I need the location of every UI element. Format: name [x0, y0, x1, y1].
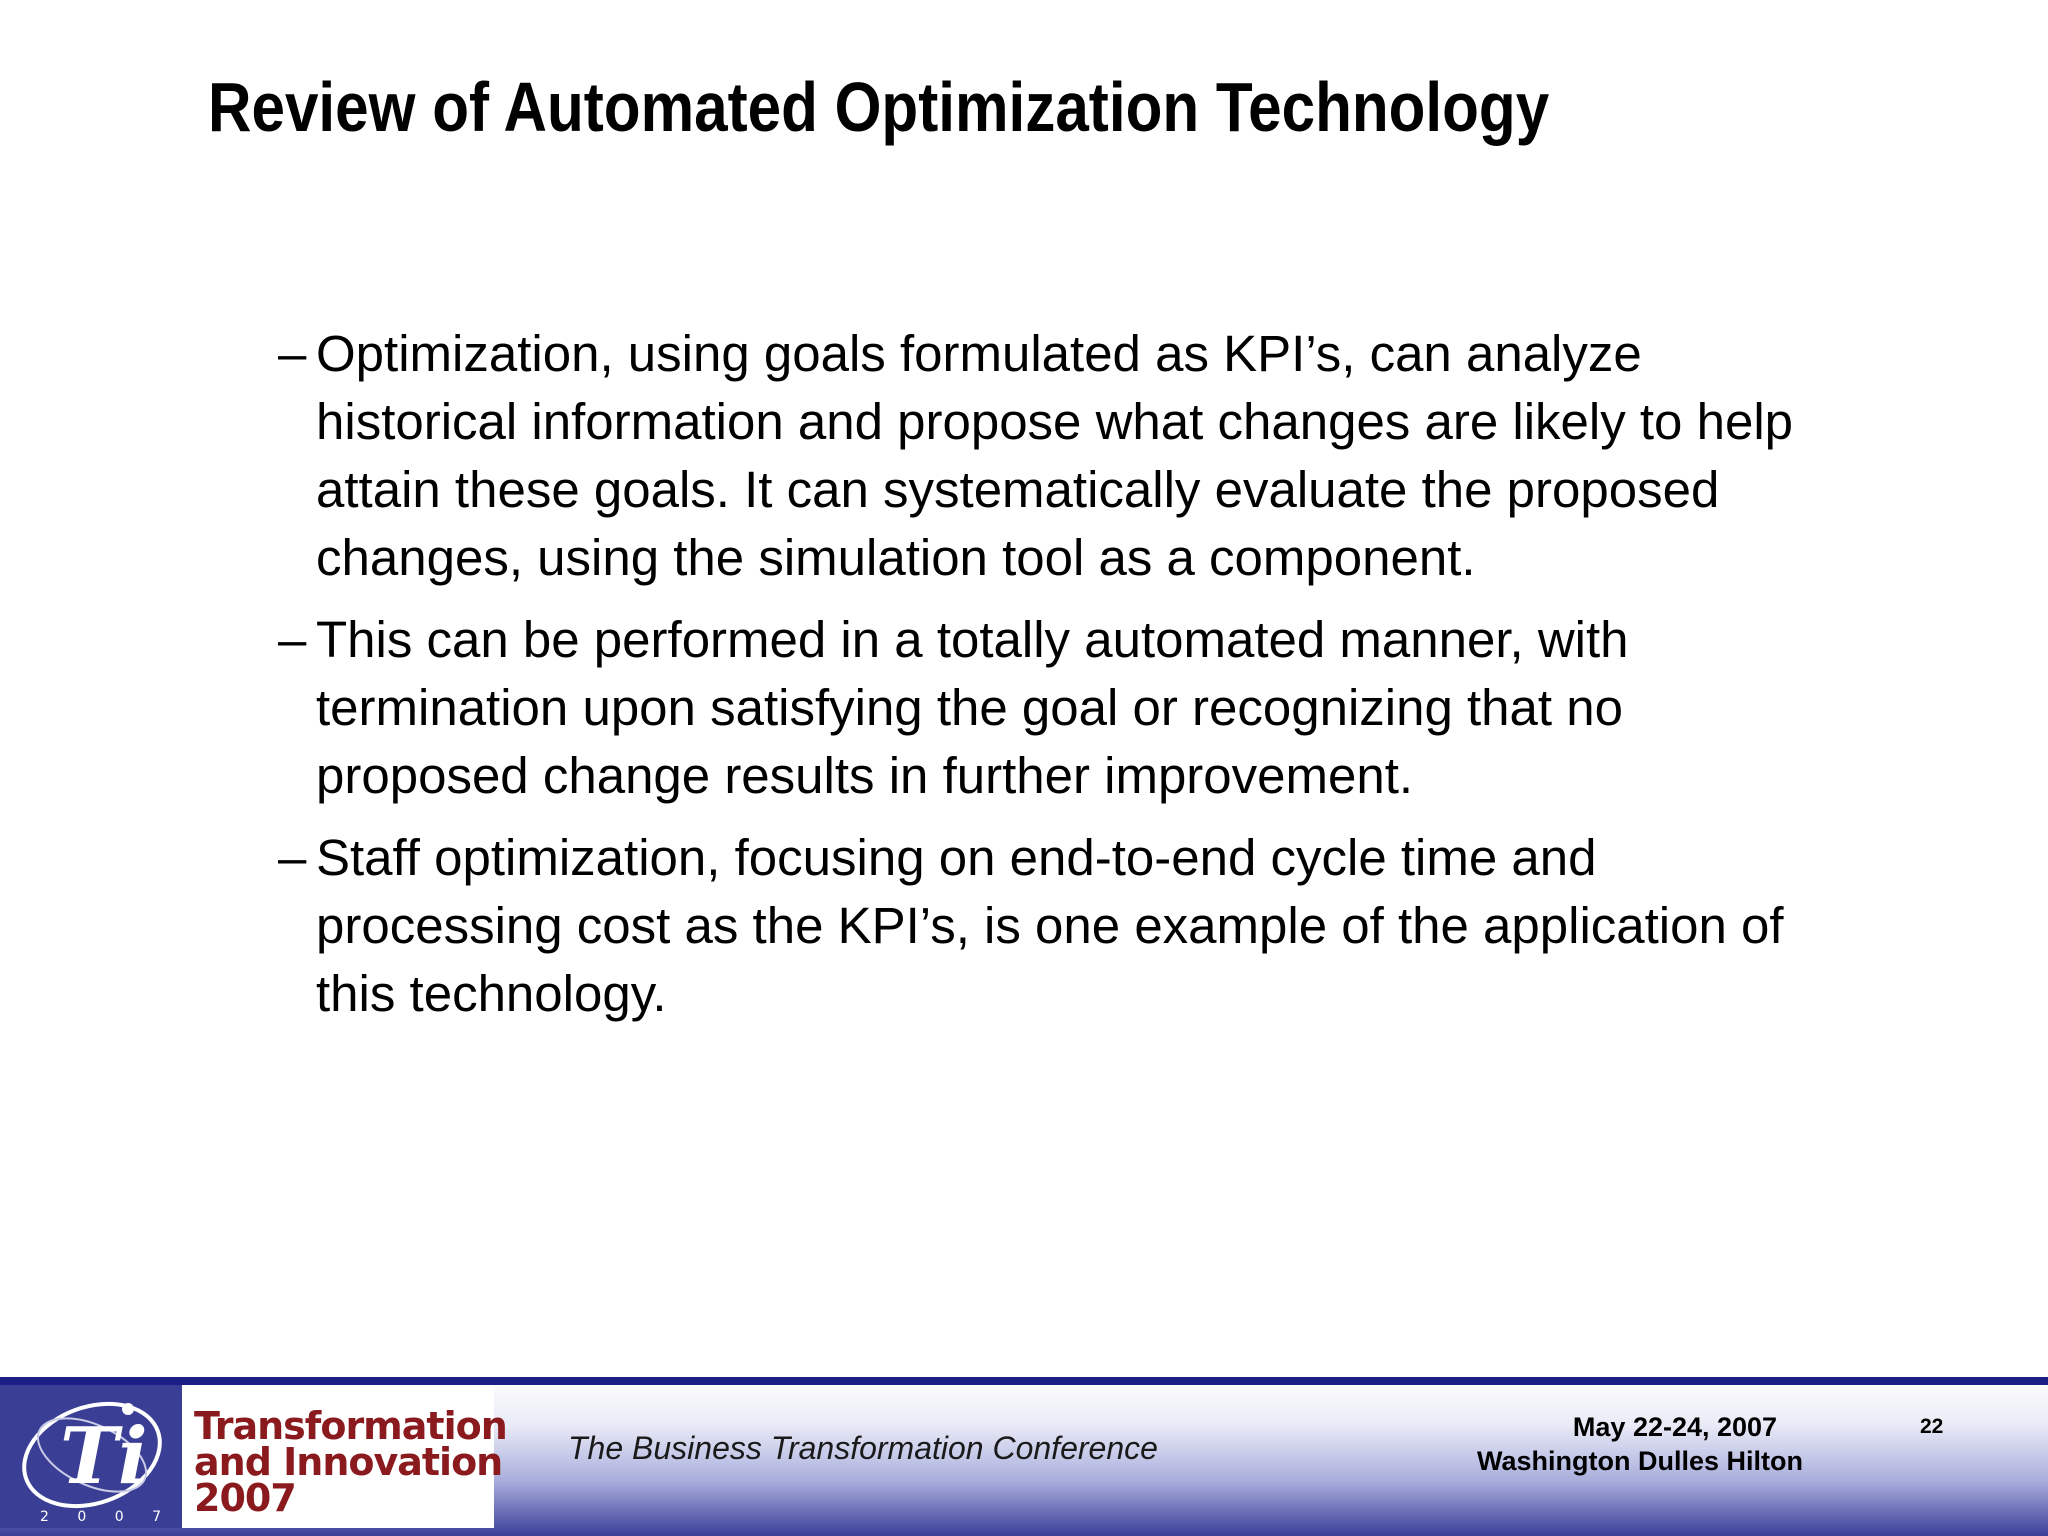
conference-dates: May 22-24, 2007	[1572, 1412, 1778, 1442]
ti-emblem-graphic	[0, 1385, 182, 1528]
slide-title: Review of Automated Optimization Technology	[208, 68, 1550, 146]
ti-emblem-icon	[0, 1385, 182, 1528]
conference-date-venue	[1460, 1410, 1820, 1478]
emblem-year: 2 0 0 7	[40, 1509, 173, 1525]
conference-logo	[0, 1385, 507, 1528]
bullet-list	[278, 320, 1838, 1042]
logo-wordmark	[182, 1385, 507, 1528]
emblem-letters: Ti	[60, 1411, 148, 1502]
conference-venue: Washington Dulles Hilton	[1477, 1446, 1803, 1476]
bullet-item	[278, 824, 1838, 1028]
bullet-text: Optimization, using goals formulated as KPI’s, can analyze historical information and propose what changes are likely to help attain these goals. It can systematically evaluate the proposed changes, using the simulation tool as a component.	[316, 325, 1794, 586]
page-number: 22	[1920, 1415, 1944, 1438]
bullet-text: This can be performed in a totally automated manner, with termination upon satisfying the goal or recognizing that no proposed change results in further improvement.	[316, 611, 1629, 804]
bullet-text: Staff optimization, focusing on end-to-end cycle time and processing cost as the KPI’s, is one example of the application of this technology.	[316, 829, 1784, 1022]
bullet-dash: –	[278, 611, 307, 668]
logo-line-1: Transformation	[194, 1404, 507, 1448]
conference-name: The Business Transformation Conference	[568, 1430, 1158, 1466]
logo-line-3: 2007	[194, 1476, 296, 1520]
bullet-dash: –	[278, 325, 307, 382]
logo-line-2: and Innovation	[194, 1440, 503, 1484]
bullet-item	[278, 606, 1838, 810]
footer-divider	[0, 1377, 2048, 1385]
bullet-item	[278, 320, 1838, 592]
bullet-dash: –	[278, 829, 307, 886]
